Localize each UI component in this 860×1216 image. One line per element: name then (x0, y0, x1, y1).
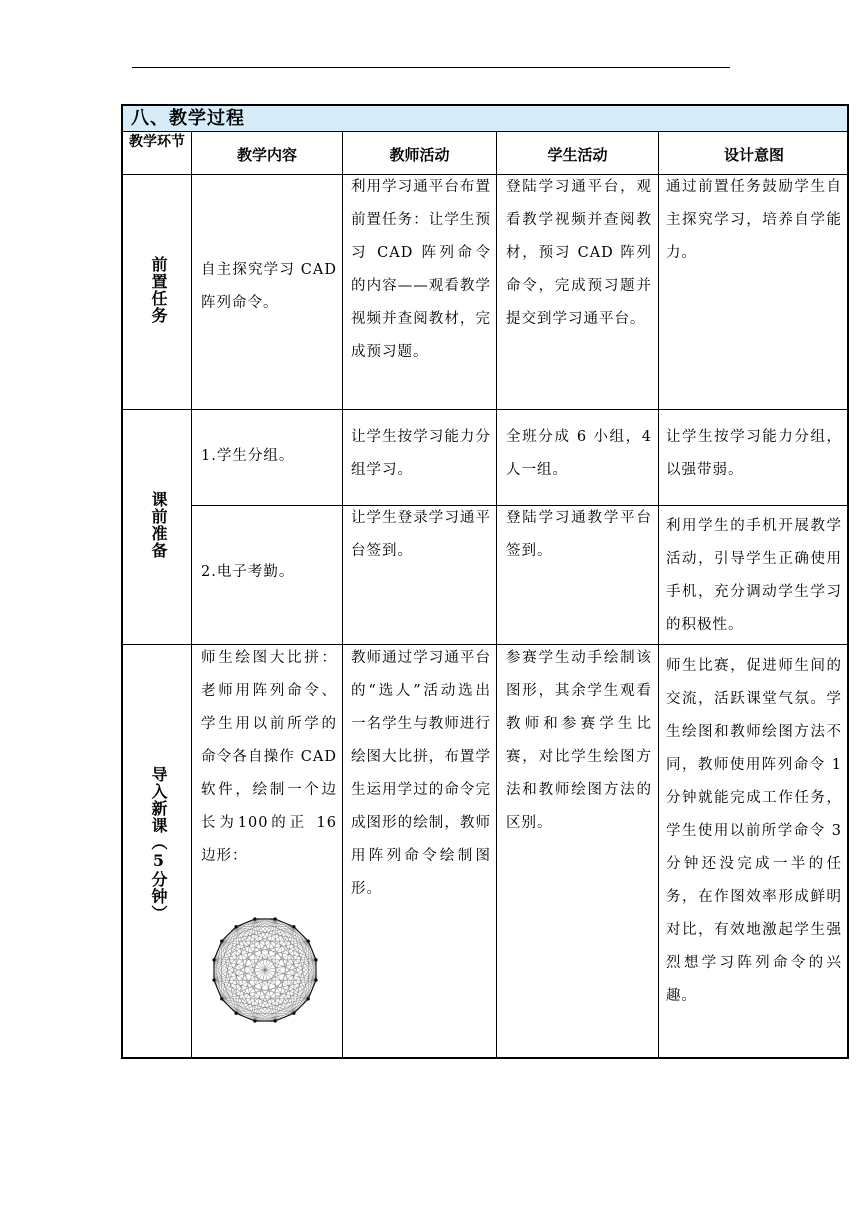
intro-student: 参赛学生动手绘制该图形，其余学生观看教师和参赛学生比赛，对比学生绘图方法和教师绘图方法的区别。 (506, 650, 652, 831)
pre-task-teacher: 利用学习通平台布置前置任务：让学生预习 CAD 阵列命令的内容——观看教学视频并查阅教材，完成预习题。 (351, 179, 491, 360)
col-divider (496, 132, 497, 1059)
polygon-edge (294, 927, 308, 941)
prep-intent-2: 利用学生的手机开展教学活动，引导学生正确使用手机，充分调动学生学习的积极性。 (666, 518, 842, 633)
prep-intent-1: 让学生按学习能力分组，以强带弱。 (666, 429, 842, 478)
header-stage: 教学环节 (129, 134, 185, 150)
prep-student-2: 登陆学习通教学平台签到。 (506, 510, 652, 559)
polygon-vertex (307, 997, 310, 1000)
polygon-vertex (212, 979, 215, 982)
stage-intro: 导入新课（5分钟） (149, 766, 168, 922)
polygon-vertex (307, 940, 310, 943)
polygon-vertex (274, 1019, 277, 1022)
header-teacher: 教师活动 (389, 146, 450, 164)
header-intent: 设计意图 (723, 146, 784, 164)
polygon-vertex (212, 958, 215, 961)
polygon-vertex (292, 925, 295, 928)
polygon-diagonal (222, 941, 255, 1021)
intro-intent: 师生比赛，促进师生间的交流，活跃课堂气氛。学生绘图和教师绘图方法不同，教师使用阵列命令 1 分钟就能完成工作任务，学生使用以前所学命令 3 分钟还没完成一半的任务，在作图效率形成鲜明对比，有效地激起学生强烈想学习阵列命令的兴趣。 (666, 658, 842, 1004)
polygon-vertex (253, 917, 256, 920)
stage-prep: 课前准备 (149, 491, 168, 559)
polygon-diagonal (214, 927, 294, 960)
polygon-diagonal (236, 941, 308, 1013)
polygon-vertex (314, 958, 317, 961)
polygon-vertex (274, 917, 277, 920)
polygon-edge (222, 999, 236, 1013)
polygon-diagonal (222, 927, 294, 999)
pre-task-content: 自主探究学习 CAD 阵列命令。 (201, 262, 337, 311)
section-title: 八、教学过程 (123, 106, 847, 132)
polygon-vertex (292, 1012, 295, 1015)
polygon-diagonal (214, 980, 294, 1013)
polygon-vertex (235, 1012, 238, 1015)
polygon-diagonal (236, 927, 316, 960)
polygon-diagonal (222, 941, 294, 1013)
polygon-diagonal (222, 919, 255, 999)
polygon-vertex (314, 979, 317, 982)
pre-task-student: 登陆学习通平台，观看教学视频并查阅教材，预习 CAD 阵列命令，完成预习题并提交到学习通平台。 (506, 179, 652, 327)
polygon-vertex (235, 925, 238, 928)
polygon-edge (222, 927, 236, 941)
row-divider (123, 409, 849, 410)
prep-teacher-2: 让学生登录学习通平台签到。 (351, 510, 491, 559)
header-content: 教学内容 (236, 146, 297, 164)
polygon-diagonal (236, 980, 316, 1013)
col-divider (342, 132, 343, 1059)
polygon-edge (294, 999, 308, 1013)
intro-teacher: 教师通过学习通平台的“选人”活动选出一名学生与教师进行绘图大比拼，布置学生运用学过的命令完成图形的绘制，教师用阵列命令绘制图形。 (351, 650, 491, 897)
prep-teacher-1: 让学生按学习能力分组学习。 (351, 429, 491, 478)
prep-student-1: 全班分成 6 小组，4 人一组。 (506, 429, 652, 478)
polygon-diagonal (236, 927, 308, 999)
polygon-diagonal (275, 941, 308, 1021)
stage-pre-task: 前置任务 (149, 256, 168, 324)
teaching-process-table (121, 104, 849, 1059)
col-divider (191, 132, 192, 1059)
polygon-vertex (220, 940, 223, 943)
header-rule (132, 67, 730, 68)
polygon-vertex (253, 1019, 256, 1022)
polygon-diagonal (275, 919, 308, 999)
intro-content: 师生绘图大比拼：老师用阵列命令、学生用以前所学的命令各自操作 CAD 软件，绘制一个边长为100的正 16 边形： (201, 650, 337, 864)
polygon-vertex (220, 997, 223, 1000)
col-divider (658, 132, 659, 1059)
prep-content-1: 1.学生分组。 (201, 448, 295, 464)
regular-16-gon-figure (209, 914, 321, 1026)
header-student: 学生活动 (547, 146, 608, 164)
prep-content-2: 2.电子考勤。 (201, 564, 295, 580)
pre-task-intent: 通过前置任务鼓励学生自主探究学习，培养自学能力。 (666, 179, 842, 261)
